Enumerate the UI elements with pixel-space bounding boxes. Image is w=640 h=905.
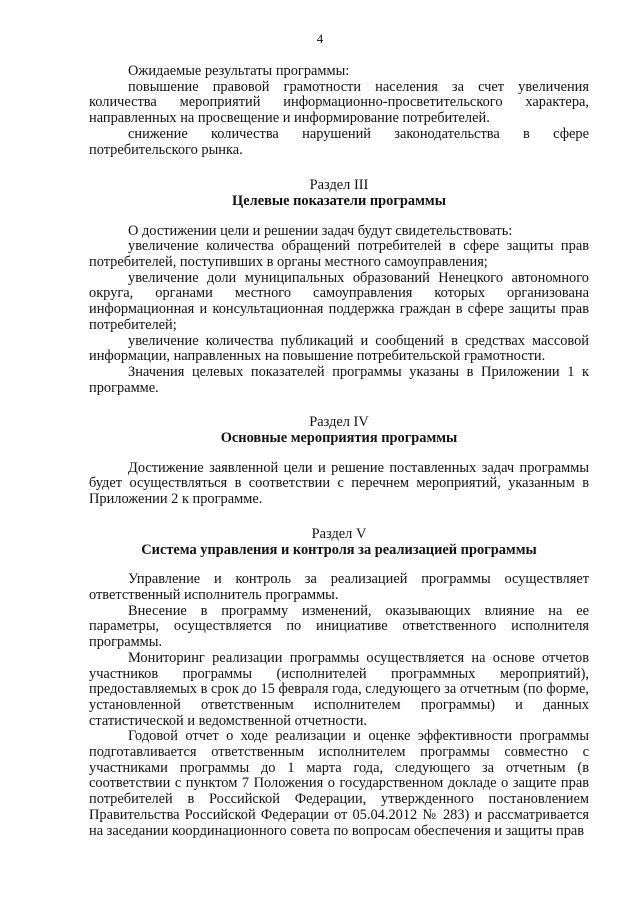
section-spacer xyxy=(89,210,589,224)
section-title: Целевые показатели программы xyxy=(232,192,446,209)
section-spacer xyxy=(89,396,589,415)
section-paragraph: увеличение количества публикаций и сообщений в средствах массовой информации, направленных на повышение потребительской грамотности. xyxy=(89,332,589,365)
section-title: Система управления и контроля за реализацией программы xyxy=(141,541,537,558)
section-paragraph: О достижении цели и решении задач будут свидетельствовать: xyxy=(128,222,513,239)
section-label: Раздел IV xyxy=(309,414,369,431)
section-paragraph: Внесение в программу изменений, оказывающих влияние на ее параметры, осуществляется по инициативе ответственного исполнителя программы. xyxy=(89,602,589,651)
section-spacer xyxy=(89,558,589,572)
section-paragraph: Управление и контроль за реализацией программы осуществляет ответственный исполнитель программы. xyxy=(89,571,589,603)
section-spacer xyxy=(89,158,589,178)
section-spacer xyxy=(89,508,589,527)
section-spacer xyxy=(89,447,589,461)
expected-result-paragraph: повышение правовой грамотности населения за счет увеличения количества мероприятий информационно-просветительского характера, направленных на просвещение и информирование потребителей. xyxy=(89,78,589,127)
section-paragraph: Мониторинг реализации программы осуществляется на основе отчетов участников программы (исполнителей программных мероприятий), предоставляемых в срок до 15 февраля года, следующего за отчетным (по форме, установленной ответственным исполнителем программы) и данных статистической и ведомственной отчетности. xyxy=(89,649,589,729)
section-paragraph: увеличение количества обращений потребителей в сфере защиты прав потребителей, поступивших в органы местного самоуправления; xyxy=(89,238,589,271)
section-label: Раздел III xyxy=(309,177,369,194)
section-label: Раздел V xyxy=(311,525,367,542)
expected-result-paragraph: снижение количества нарушений законодательства в сфере потребительского рынка. xyxy=(89,125,589,158)
page-number: 4 xyxy=(316,31,324,46)
document-body xyxy=(89,64,589,839)
expected-results-heading: Ожидаемые результаты программы: xyxy=(128,63,350,79)
section-paragraph: Достижение заявленной цели и решение поставленных задач программы будет осуществляться в соответствии с перечнем мероприятий, указанным в Приложении 2 к программе. xyxy=(89,459,589,508)
section-title: Основные мероприятия программы xyxy=(220,430,458,447)
section-paragraph: Годовой отчет о ходе реализации и оценке эффективности программы подготавливается ответственным исполнителем программы совместно с участниками программы до 1 марта года, следующего за отчетным (в соответствии с пунктом 7 Положения о государственном докладе о защите прав потребителей в Российской Федерации, утвержденного постановлением Правительства Российской Федерации от 05.04.2012 № 283) и рассматривается на заседании координационного совета по вопросам обеспечения и защиты прав xyxy=(89,728,589,839)
section-paragraph: Значения целевых показателей программы указаны в Приложении 1 к программе. xyxy=(89,363,589,396)
section-paragraph: увеличение доли муниципальных образований Ненецкого автономного округа, органами местного самоуправления которых организована информационная и консультационная поддержка граждан в сфере защиты прав потребителей; xyxy=(89,269,589,333)
